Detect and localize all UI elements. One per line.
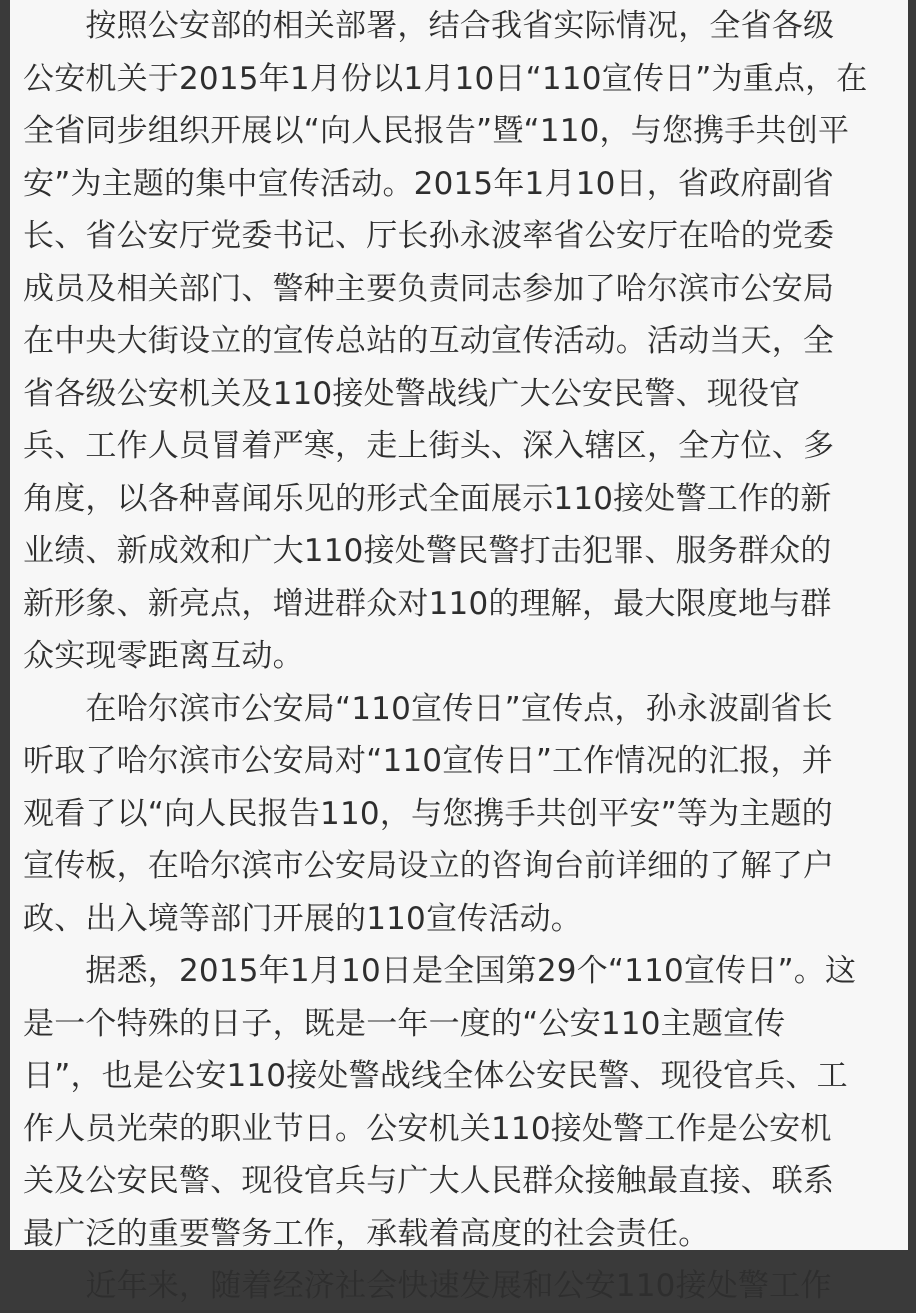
text-line: 新形象、新亮点，增进群众对110的理解，最大限度地与群 <box>23 585 832 622</box>
text-line: 角度，以各种喜闻乐见的形式全面展示110接处警工作的新 <box>23 480 832 517</box>
article-page <box>10 0 908 1304</box>
article-body <box>23 0 867 1313</box>
text-line: 省各级公安机关及110接处警战线广大公安民警、现役官 <box>23 375 801 412</box>
text-line: 众实现零距离互动。 <box>23 638 304 674</box>
text-line: 长、省公安厅党委书记、厅长孙永波率省公安厅在哈的党委 <box>23 218 835 254</box>
text-line: 最广泛的重要警务工作，承载着高度的社会责任。 <box>23 1215 710 1252</box>
text-line: 在中央大街设立的宣传总站的互动宣传活动。活动当天，全 <box>23 323 835 359</box>
text-line: 安”为主题的集中宣传活动。2015年1月10日，省政府副省 <box>23 165 834 202</box>
text-line: 关及公安民警、现役官兵与广大人民群众接触最直接、联系 <box>23 1163 835 1199</box>
text-line: 作人员光荣的职业节日。公安机关110接处警工作是公安机 <box>23 1110 832 1147</box>
text-line: 公安机关于2015年1月份以1月10日“110宣传日”为重点，在 <box>23 60 868 97</box>
text-line: 全省同步组织开展以“向人民报告”暨“110，与您携手共创平 <box>23 113 850 149</box>
text-line: 成员及相关部门、警种主要负责同志参加了哈尔滨市公安局 <box>23 270 835 307</box>
text-line: 业绩、新成效和广大110接处警民警打击犯罪、服务群众的 <box>23 533 832 569</box>
text-line: 日”，也是公安110接处警战线全体公安民警、现役官兵、工 <box>23 1058 848 1094</box>
text-line: 按照公安部的相关部署，结合我省实际情况，全省各级 <box>23 8 835 44</box>
text-line: 听取了哈尔滨市公安局对“110宣传日”工作情况的汇报，并 <box>23 743 833 779</box>
text-line: 政、出入境等部门开展的110宣传活动。 <box>23 900 582 937</box>
text-line: 近年来，随着经济社会快速发展和公安110接处警工作 <box>23 1268 832 1304</box>
text-line: 在哈尔滨市公安局“110宣传日”宣传点，孙永波副省长 <box>23 690 833 727</box>
text-line: 宣传板，在哈尔滨市公安局设立的咨询台前详细的了解了户 <box>23 848 835 884</box>
text-line: 是一个特殊的日子，既是一年一度的“公安110主题宣传 <box>23 1005 786 1042</box>
text-line: 观看了以“向人民报告110，与您携手共创平安”等为主题的 <box>23 795 833 832</box>
text-line: 兵、工作人员冒着严寒，走上街头、深入辖区，全方位、多 <box>23 428 835 464</box>
text-line: 据悉，2015年1月10日是全国第29个“110宣传日”。这 <box>23 953 857 989</box>
